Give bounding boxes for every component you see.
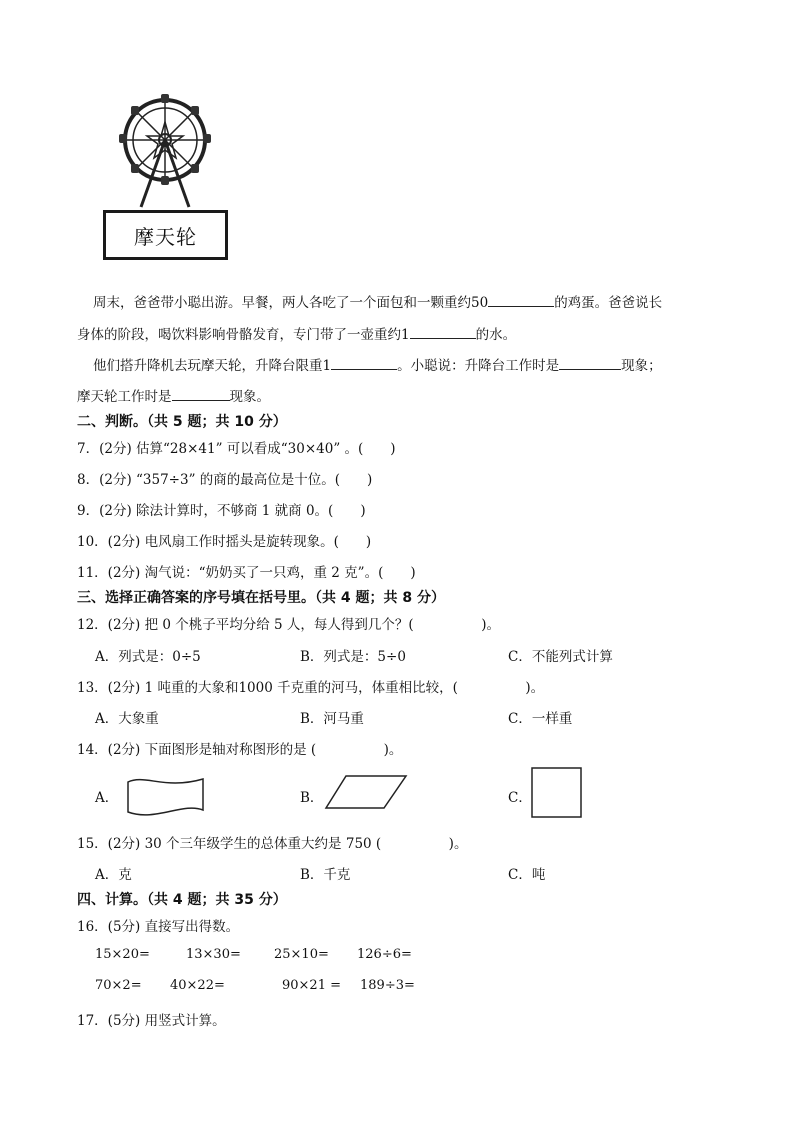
question-16: 16．(5分) 直接写出得数。	[77, 919, 240, 935]
option-a[interactable]: A．列式是：0÷5	[95, 649, 201, 665]
calc-item: 90×21 =	[282, 978, 342, 993]
answer-blank[interactable]	[172, 386, 230, 401]
section-2-title: 二、判断。（共 5 题；共 10 分）	[77, 414, 287, 430]
option-a[interactable]: A．大象重	[95, 711, 159, 727]
option-b[interactable]: B．千克	[300, 867, 351, 883]
question-14: 14．(2分) 下面图形是轴对称图形的是 ( )。	[77, 742, 403, 758]
story-text: 的水。	[475, 327, 517, 343]
option-b[interactable]: B．	[300, 790, 324, 806]
question-8: 8．(2分) “357÷3” 的商的最高位是十位。( )	[77, 472, 373, 488]
calc-item: 25×10=	[274, 947, 329, 962]
ferris-wheel-illustration	[103, 92, 228, 270]
option-b[interactable]: B．列式是：5÷0	[300, 649, 406, 665]
calc-item: 189÷3=	[360, 978, 415, 993]
story-line-3	[93, 354, 662, 374]
question-13: 13．(2分) 1 吨重的大象和1000 千克重的河马，体重相比较，( )。	[77, 680, 545, 696]
calc-item: 13×30=	[186, 947, 241, 962]
story-text: 。小聪说：升降台工作时是	[397, 358, 560, 374]
square-figure	[531, 767, 583, 819]
calc-item: 70×2=	[95, 978, 142, 993]
story-text: 周末，爸爸带小聪出游。早餐，两人各吃了一个面包和一颗重约50	[93, 295, 489, 311]
answer-blank[interactable]	[410, 324, 476, 339]
section-4-title: 四、计算。（共 4 题；共 35 分）	[77, 892, 287, 908]
story-text: 他们搭升降机去玩摩天轮，升降台限重1	[93, 358, 332, 374]
wavy-shape-figure	[125, 776, 205, 816]
calc-item: 126÷6=	[357, 947, 412, 962]
story-line-4	[77, 385, 270, 405]
option-a[interactable]: A．	[95, 790, 119, 806]
story-text: 身体的阶段，喝饮料影响骨骼发育，专门带了一壶重约1	[77, 327, 410, 343]
answer-blank[interactable]	[488, 292, 554, 307]
option-c[interactable]: C．吨	[508, 867, 546, 883]
answer-blank[interactable]	[559, 355, 621, 370]
calc-item: 40×22=	[170, 978, 225, 993]
story-text: 的鸡蛋。爸爸说长	[554, 295, 663, 311]
calc-item: 15×20=	[95, 947, 150, 962]
option-c[interactable]: C．不能列式计算	[508, 649, 613, 665]
question-17: 17．(5分) 用竖式计算。	[77, 1013, 226, 1029]
question-7: 7．(2分) 估算“28×41” 可以看成“30×40” 。( )	[77, 441, 396, 457]
story-text: 现象；	[621, 358, 662, 374]
option-b[interactable]: B．河马重	[300, 711, 364, 727]
option-c[interactable]: C．	[508, 790, 532, 806]
question-10: 10．(2分) 电风扇工作时摇头是旋转现象。( )	[77, 534, 372, 550]
ferris-wheel-icon	[103, 92, 228, 212]
story-line-2	[77, 323, 516, 343]
answer-blank[interactable]	[331, 355, 397, 370]
section-3-title: 三、选择正确答案的序号填在括号里。（共 4 题；共 8 分）	[77, 590, 445, 606]
question-15: 15．(2分) 30 个三年级学生的总体重大约是 750 ( )。	[77, 836, 468, 852]
question-12: 12．(2分) 把 0 个桃子平均分给 5 人，每人得到几个？( )。	[77, 617, 500, 633]
ferris-wheel-label: 摩天轮	[103, 210, 228, 260]
question-11: 11．(2分) 淘气说：“奶奶买了一只鸡，重 2 克”。( )	[77, 565, 416, 581]
option-a[interactable]: A．克	[95, 867, 132, 883]
story-text: 摩天轮工作时是	[77, 389, 172, 405]
question-9: 9．(2分) 除法计算时，不够商 1 就商 0。( )	[77, 503, 366, 519]
parallelogram-figure	[324, 774, 408, 810]
story-text: 现象。	[229, 389, 270, 405]
option-c[interactable]: C．一样重	[508, 711, 573, 727]
story-line-1	[93, 291, 662, 311]
